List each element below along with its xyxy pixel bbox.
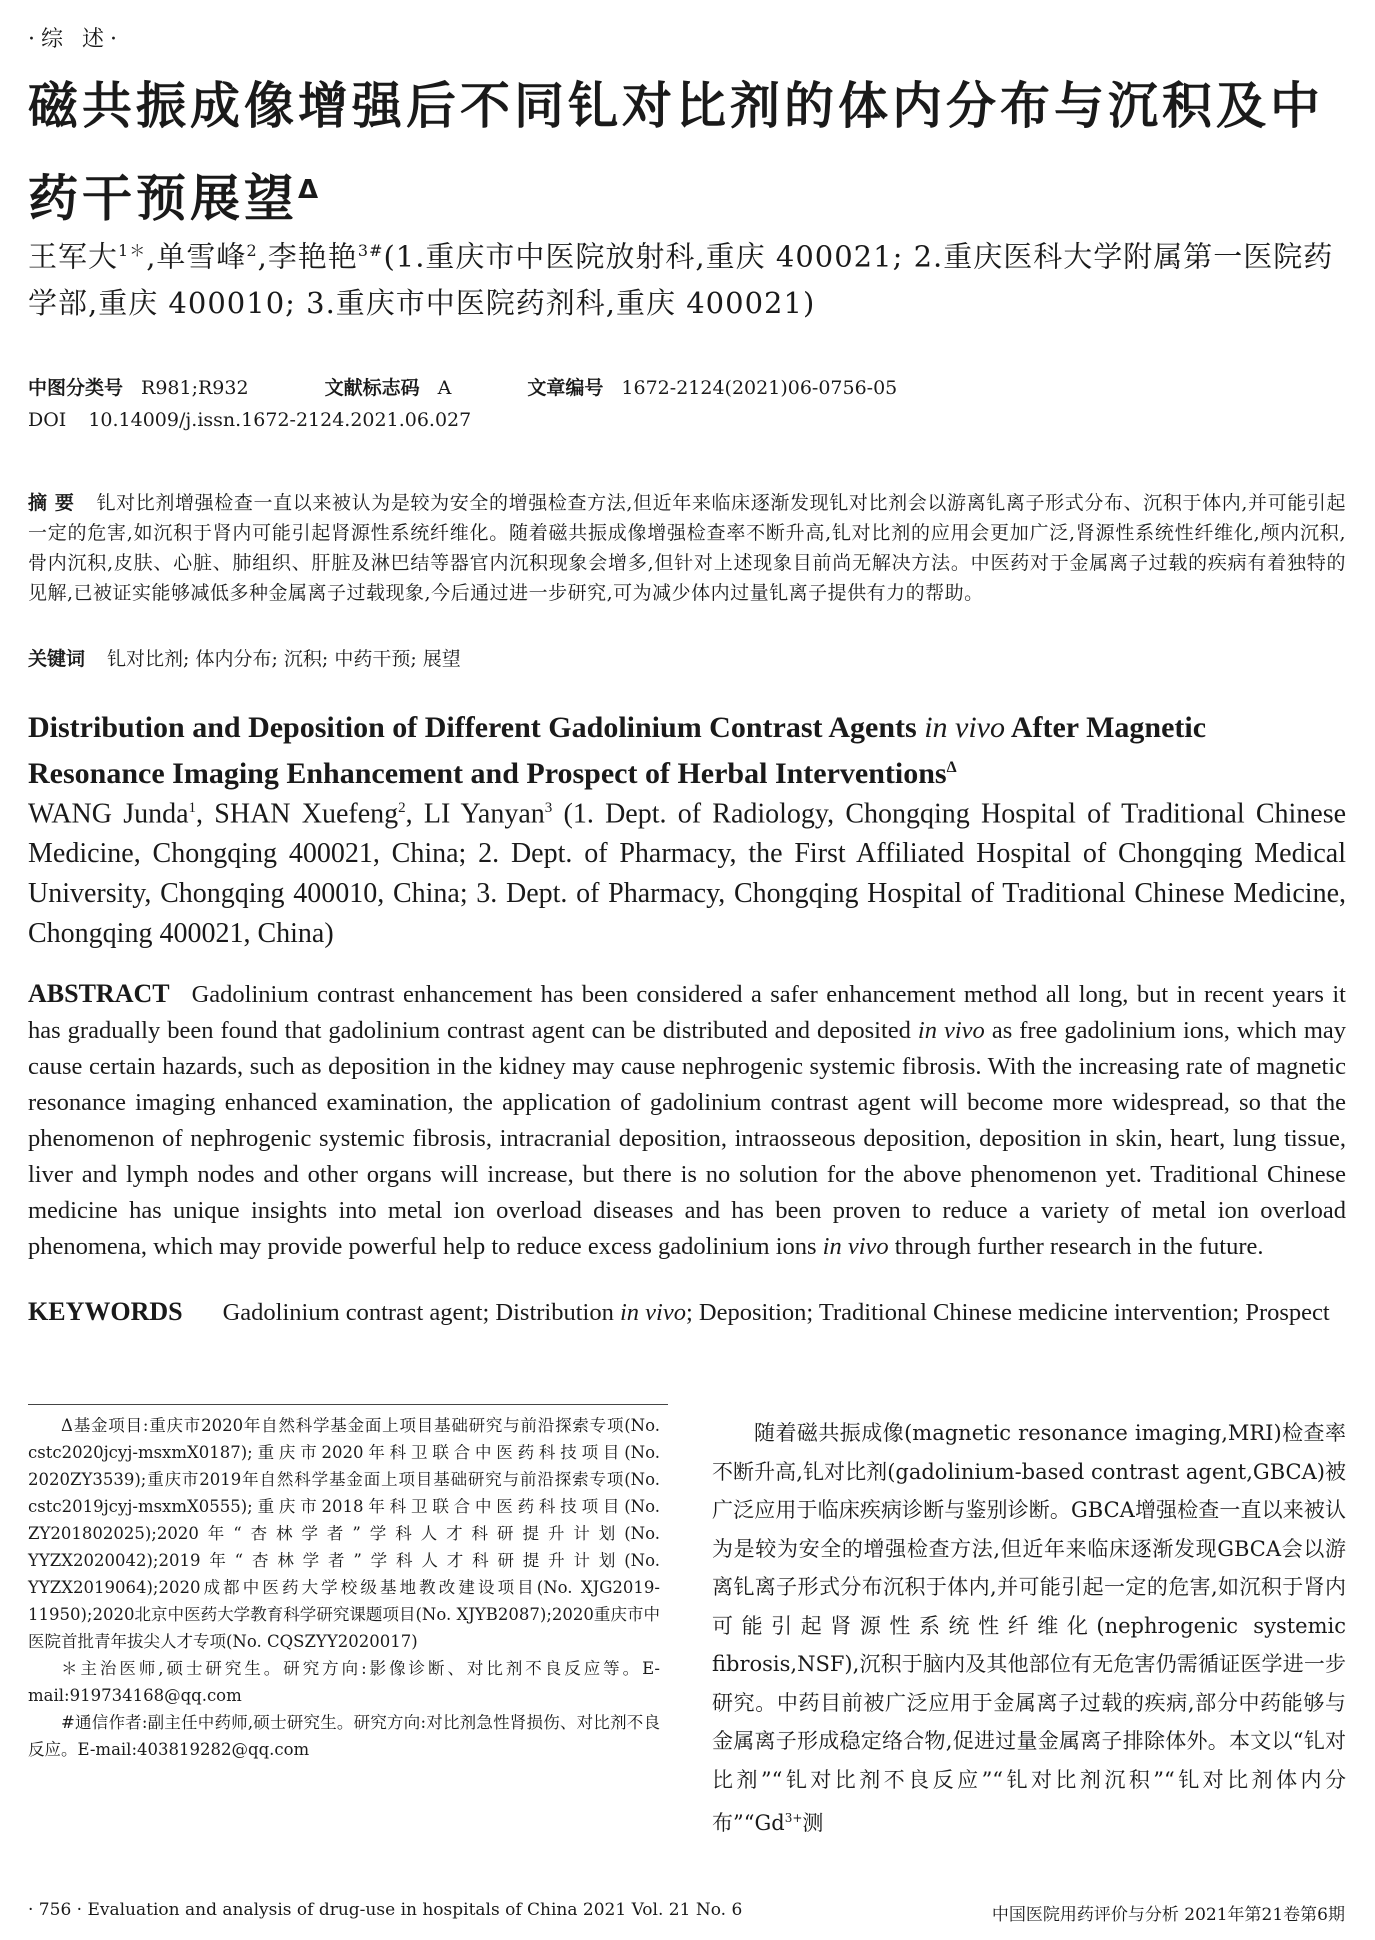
en-author-1: WANG Junda	[28, 798, 189, 830]
en-title-part1: Distribution and Deposition of Different Gadolinium Contrast Agents	[28, 711, 925, 744]
affiliations-cn: (1.重庆市中医院放射科,重庆 400021; 2.重庆医科大学附属第一医院药学部,重庆 400010; 3.重庆市中医院药剂科,重庆 400021)	[28, 239, 1334, 320]
body-paragraph	[712, 1414, 1346, 1843]
footnotes	[28, 1412, 660, 1763]
section-tag: ·综 述·	[28, 27, 123, 52]
en-abstract-label: ABSTRACT	[28, 979, 170, 1008]
english-keywords	[28, 1294, 1346, 1331]
en-abstract-italic-2: in vivo	[822, 1233, 889, 1260]
footnote-divider	[28, 1404, 668, 1405]
article-meta	[28, 372, 1348, 436]
author-2-name: 单雪峰	[156, 239, 247, 274]
body-p1-b: 测	[802, 1811, 824, 1835]
abstract-cn-label: 摘 要	[28, 492, 75, 514]
keywords-cn-text: 钆对比剂; 体内分布; 沉积; 中药干预; 展望	[107, 648, 461, 670]
english-title	[28, 708, 1348, 794]
author-1-name: 王军大	[28, 239, 119, 274]
en-author-3: LI Yanyan	[423, 798, 545, 830]
en-kw-1: Gadolinium contrast agent; Distribution	[222, 1299, 620, 1326]
en-kw-2: ; Deposition; Traditional Chinese medicine intervention; Prospect	[685, 1299, 1330, 1326]
author-1-sup: 1＊	[118, 241, 147, 260]
en-abstract-p2: as free gadolinium ions, which may cause certain hazards, such as deposition in the kidney may cause nephrogenic systemic fibrosis. With the increasing rate of magnetic resonance imaging enhanced examination, the application of gadolinium contrast agent will become more widespread, so that the phenomenon of nephrogenic systemic fibrosis, intracranial deposition, intraosseous deposition, deposition in skin, heart, lung tissue, liver and lymph nodes and other organs will increase, but there is no solution for the above phenomenon yet. Traditional Chinese medicine has unique insights into metal ion overload diseases and has been proven to reduce a variety of metal ion overload phenomena, which may provide powerful help to reduce excess gadolinium ions	[28, 1017, 1346, 1260]
abstract-cn	[28, 488, 1346, 608]
meta-row-2	[28, 404, 1348, 436]
author-3-name: 李艳艳	[267, 239, 358, 274]
en-title-mark: Δ	[946, 759, 957, 776]
footnote-funding: Δ基金项目:重庆市2020年自然科学基金面上项目基础研究与前沿探索专项(No. cstc2020jcyj-msxmX0187);重庆市2020年科卫联合中医药科技项目(No. 2020ZY3539);重庆市2019年自然科学基金面上项目基础研究与前沿探索专项(No. cstc2019jcyj-msxmX0555);重庆市2018年科卫联合中医药科技项目(No. ZY201802025);2020年“杏林学者”学科人才科研提升计划(No. YYZX2020042);2019年“杏林学者”学科人才科研提升计划(No. YYZX2019064);2020成都中医药大学校级基地教改建设项目(No. XJG2019-11950);2020北京中医药大学教育科学研究课题项目(No. XJYB2087);2020重庆市中医院首批青年拔尖人才专项(No. CQSZYY2020017)	[28, 1416, 660, 1651]
en-keywords-label: KEYWORDS	[28, 1297, 183, 1326]
body-text	[712, 1414, 1346, 1843]
meta-row-1	[28, 372, 1348, 404]
author-3-sup: 3#	[357, 241, 384, 260]
footer-left: · 756 · Evaluation and analysis of drug-use in hospitals of China 2021 Vol. 21 No. 6	[28, 1900, 743, 1920]
authors-cn: 王军大$^{1*}$,单雪峰$^2$,李艳艳$^{3\#}$(1.重庆市中医院放射科,重庆 400021; 2.重庆医科大学附属第一医院药学部,重庆 400010; 3.重庆市中医院药剂科,重庆 400021)	[28, 239, 1334, 320]
footnote-corresponding: #通信作者:副主任中药师,硕士研究生。研究方向:对比剂急性肾损伤、对比剂不良反应。E-mail:403819282@qq.com	[28, 1713, 660, 1759]
title-text: 磁共振成像增强后不同钆对比剂的体内分布与沉积及中药干预展望	[28, 77, 1324, 228]
author-2-sup: 2	[246, 241, 258, 260]
body-p1-sup: 3+	[784, 1811, 803, 1825]
doi-value[interactable]: 10.14009/j.issn.1672-2124.2021.06.027	[88, 409, 472, 431]
en-affiliations: (1. Dept. of Radiology, Chongqing Hospital of Traditional Chinese Medicine, Chongqing 400021, China; 2. Dept. of Pharmacy, the First Affiliated Hospital of Chongqing Medical University, Chongqing 400010, China; 3. Dept. of Pharmacy, Chongqing Hospital of Traditional Chinese Medicine, Chongqing 400021, China)	[28, 798, 1347, 950]
en-title-italic: in vivo	[924, 711, 1005, 744]
doi-label: DOI	[28, 409, 67, 431]
keywords-cn	[28, 644, 461, 674]
title-funding-mark: Δ	[298, 175, 323, 205]
english-authors: WANG Junda$^1$, SHAN Xuefeng$^2$, LI Yanyan$^3$ (1. Dept. of Radiology, Chongqing Hospital of Traditional Chinese Medicine, Chongqing 400021, China; 2. Dept. of Pharmacy, the First Affiliated Hospital of Chongqing Medical University, Chongqing 400010, China; 3. Dept. of Pharmacy, Chongqing Hospital of Traditional Chinese Medicine, Chongqing 400021, China)	[28, 798, 1347, 950]
en-abstract-p1: Gadolinium contrast enhancement has been considered a safer enhancement method all long, but in recent years it has gradually been found that gadolinium contrast agent can be distributed and deposited	[28, 981, 1346, 1044]
en-abstract-italic-1: in vivo	[917, 1017, 985, 1044]
en-title-part2: After Magnetic Resonance Imaging Enhancement and Prospect of Herbal Interventions	[28, 711, 1207, 790]
clc-label: 中图分类号	[28, 377, 124, 399]
en-kw-italic: in vivo	[619, 1299, 686, 1326]
en-author-1-sup: 1	[188, 800, 197, 816]
english-abstract	[28, 976, 1346, 1265]
body-p1-a: 随着磁共振成像(magnetic resonance imaging,MRI)检查率不断升高,钆对比剂(gadolinium-based contrast agent,GBCA)被广泛应用于临床疾病诊断与鉴别诊断。GBCA增强检查一直以来被认为是较为安全的增强检查方法,但近年来临床逐渐发现GBCA会以游离钆离子形式分布沉积于体内,并可能引起一定的危害,如沉积于肾内可能引起肾源性系统性纤维化(nephrogenic systemic fibrosis,NSF),沉积于脑内及其他部位有无危害仍需循证医学进一步研究。中药目前被广泛应用于金属离子过载的疾病,部分中药能够与金属离子形成稳定络合物,促进过量金属离子排除体外。本文以“钆对比剂”“钆对比剂不良反应”“钆对比剂沉积”“钆对比剂体内分布”“Gd	[712, 1421, 1346, 1835]
doc-code-label: 文献标志码	[324, 377, 420, 399]
en-author-3-sup: 3	[544, 800, 553, 816]
article-no-value: 1672-2124(2021)06-0756-05	[621, 377, 898, 399]
en-author-2-sup: 2	[398, 800, 406, 816]
article-no-label: 文章编号	[527, 377, 604, 399]
en-abstract-p3: through further research in the future.	[888, 1233, 1264, 1260]
keywords-cn-label: 关键词	[28, 648, 86, 670]
footnote-first-author: ＊主治医师,硕士研究生。研究方向:影像诊断、对比剂不良反应等。E-mail:919734168@qq.com	[28, 1659, 660, 1705]
doc-code-value: A	[437, 377, 452, 399]
page-title	[28, 64, 1348, 241]
abstract-cn-text: 钆对比剂增强检查一直以来被认为是较为安全的增强检查方法,但近年来临床逐渐发现钆对比剂会以游离钆离子形式分布、沉积于体内,并可能引起一定的危害,如沉积于肾内可能引起肾源性系统纤维化。随着磁共振成像增强检查率不断升高,钆对比剂的应用会更加广泛,肾源性系统性纤维化,颅内沉积,骨内沉积,皮肤、心脏、肺组织、肝脏及淋巴结等器官内沉积现象会增多,但针对上述现象目前尚无解决方法。中医药对于金属离子过载的疾病有着独特的见解,已被证实能够减低多种金属离子过载现象,今后通过进一步研究,可为减少体内过量钆离子提供有力的帮助。	[28, 492, 1346, 604]
clc-value: R981;R932	[141, 377, 249, 399]
en-author-2: SHAN Xuefeng	[214, 798, 399, 830]
footer-right: 中国医院用药评价与分析 2021年第21卷第6期	[991, 1905, 1345, 1925]
